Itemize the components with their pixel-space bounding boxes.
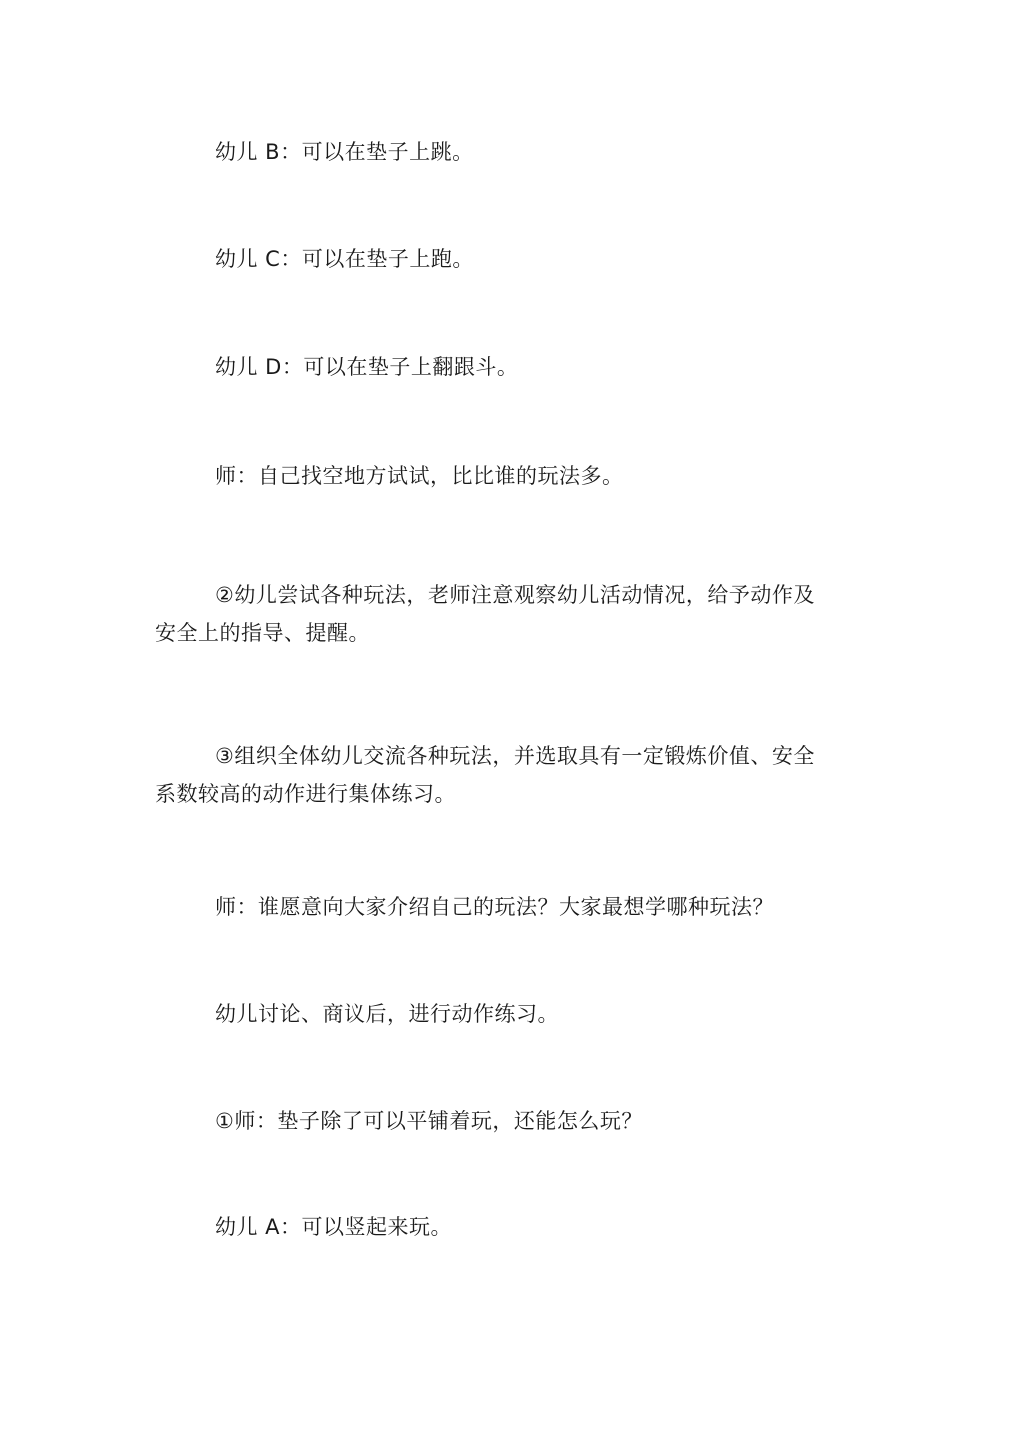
paragraph-child-a: 幼儿 A：可以竖起来玩。 <box>215 1215 453 1239</box>
paragraph-teacher-question: 师：谁愿意向大家介绍自己的玩法？大家最想学哪种玩法？ <box>215 895 774 919</box>
paragraph-child-c: 幼儿 C：可以在垫子上跑。 <box>215 247 474 271</box>
paragraph-step-1-teacher: ①师：垫子除了可以平铺着玩，还能怎么玩？ <box>215 1109 643 1133</box>
paragraph-teacher-try: 师：自己找空地方试试，比比谁的玩法多。 <box>215 464 624 488</box>
paragraph-step-3: ③组织全体幼儿交流各种玩法，并选取具有一定锻炼价值、安全系数较高的动作进行集体练习。 <box>155 744 815 806</box>
paragraph-child-d: 幼儿 D：可以在垫子上翻跟斗。 <box>215 355 519 379</box>
paragraph-discussion: 幼儿讨论、商议后，进行动作练习。 <box>215 1002 559 1026</box>
paragraph-child-b: 幼儿 B：可以在垫子上跳。 <box>215 140 474 164</box>
paragraph-step-2: ②幼儿尝试各种玩法，老师注意观察幼儿活动情况，给予动作及安全上的指导、提醒。 <box>155 583 815 645</box>
